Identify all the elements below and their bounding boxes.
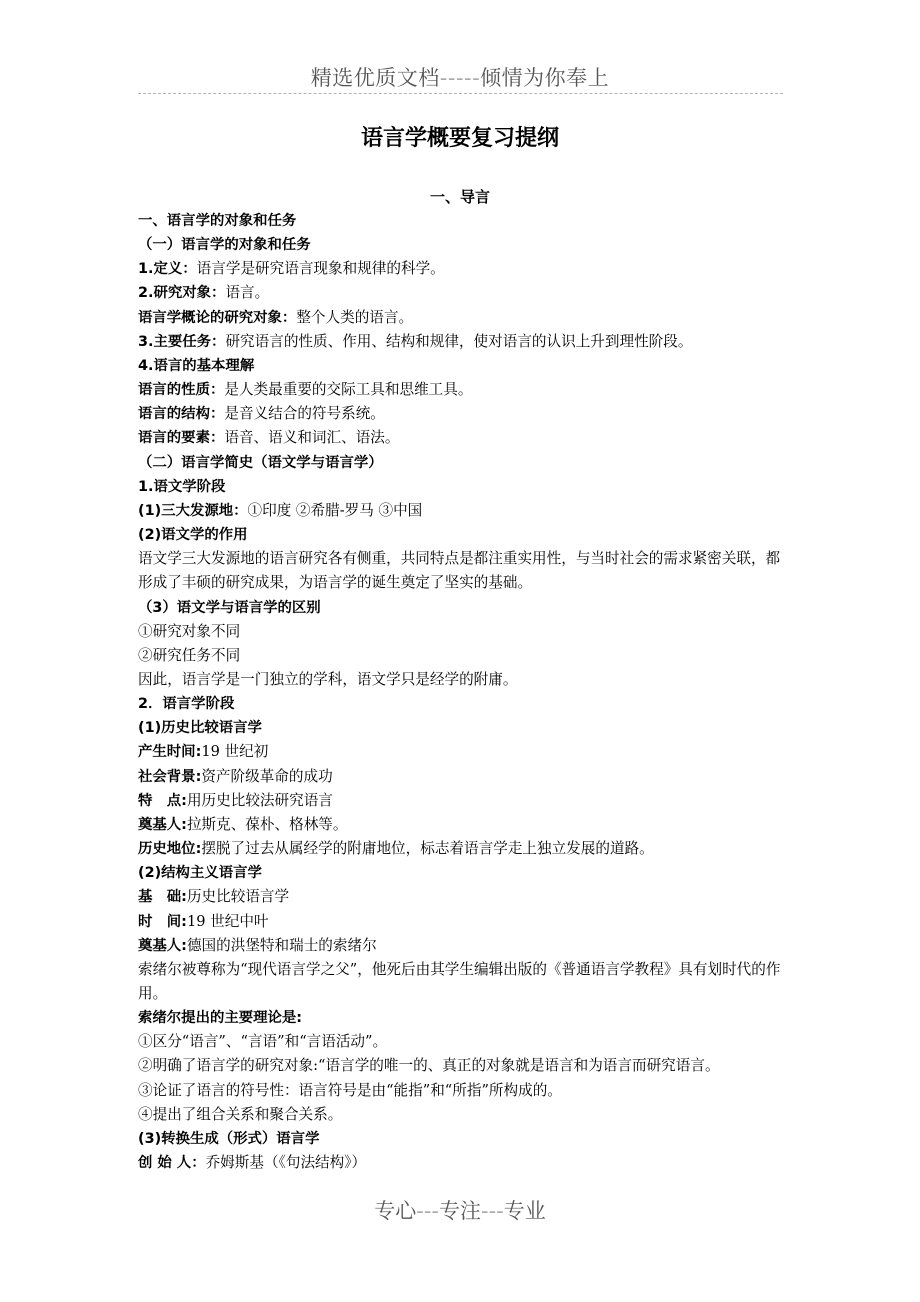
bold-label: 2.研究对象：: [138, 285, 226, 302]
line-text: 语文学三大发源地的语言研究各有侧重，共同特点是都注重实用性，与当时社会的需求紧密关联，都形成了丰硕的研究成果，为语言学的诞生奠定了坚实的基础。: [138, 550, 781, 592]
text-line: [138, 934, 788, 958]
line-text: 因此，语言学是一门独立的学科，语文学只是经学的附庸。: [138, 670, 518, 688]
page-footer: 专心---专注---专业: [374, 1199, 546, 1223]
bold-label: （3）语文学与语言学的区别: [138, 599, 321, 616]
bold-label: (2)结构主义语言学: [138, 865, 262, 882]
line-text: ②明确了语言学的研究对象:“语言学的唯一的、真正的对象就是语言和为语言而研究语言。: [138, 1057, 720, 1075]
text-line: [138, 740, 788, 764]
line-text: 用历史比较法研究语言: [186, 791, 333, 809]
text-line: [138, 451, 788, 475]
text-line: [138, 1103, 788, 1127]
bold-label: 4.语言的基本理解: [138, 357, 255, 374]
line-text: ④提出了组合关系和聚合关系。: [138, 1105, 343, 1123]
bold-label: 基 础:: [138, 889, 187, 906]
text-line: [138, 475, 788, 499]
line-text: ①区分“语言”、“言语”和“言语活动”。: [138, 1033, 388, 1051]
line-text: 语言学是研究语言现象和规律的科学。: [196, 260, 445, 278]
line-text: 研究语言的性质、作用、结构和规律，使对语言的认识上升到理性阶段。: [225, 332, 693, 350]
line-text: ①研究对象不同: [138, 622, 241, 640]
text-line: [138, 233, 788, 257]
bold-label: 1.定义：: [138, 261, 197, 278]
line-text: 拉斯克、葆朴、格林等。: [186, 815, 348, 833]
line-text: 乔姆斯基（《句法结构》）: [205, 1154, 367, 1172]
line-text: 19 世纪中叶: [186, 912, 269, 930]
bold-label: 创 始 人：: [138, 1155, 206, 1172]
bold-label: 语言的要素：: [138, 430, 225, 447]
line-text: 索绪尔被尊称为“现代语言学之父”，他死后由其学生编辑出版的《普通语言学教程》具有划时代的作用。: [138, 960, 781, 1002]
line-text: 资产阶级革命的成功: [201, 767, 333, 785]
document-title: 语言学概要复习提纲: [360, 126, 559, 151]
header-divider: [138, 93, 783, 94]
text-line: [138, 257, 788, 281]
text-line: [138, 209, 788, 233]
text-line: [138, 281, 788, 305]
text-line: [138, 668, 788, 692]
bold-label: （一）语言学的对象和任务: [138, 237, 311, 254]
bold-label: 语言的结构：: [138, 406, 225, 423]
bold-label: 索绪尔提出的主要理论是:: [138, 1010, 303, 1027]
text-line: [138, 1079, 788, 1103]
text-line: [138, 1006, 788, 1030]
text-line: [138, 1127, 788, 1151]
text-line: [138, 1054, 788, 1078]
page-header: 精选优质文档-----倾情为你奉上: [310, 66, 610, 90]
line-text: 19 世纪初: [201, 743, 269, 761]
line-text: 整个人类的语言。: [296, 308, 414, 326]
text-line: [138, 402, 788, 426]
text-line: [138, 499, 788, 523]
bold-label: 一、语言学的对象和任务: [138, 213, 297, 229]
text-line: [138, 885, 788, 909]
bold-label: 1.语文学阶段: [138, 478, 226, 495]
text-line: [138, 596, 788, 620]
text-line: [138, 378, 788, 402]
bold-label: （二）语言学简史（语文学与语言学）: [138, 454, 383, 471]
line-text: 历史比较语言学: [186, 888, 290, 906]
bold-label: (1)三大发源地：: [138, 502, 248, 519]
line-text: 语音、语义和词汇、语法。: [224, 429, 400, 447]
text-line: [138, 837, 788, 861]
text-line: [138, 426, 788, 450]
text-line: [138, 765, 788, 789]
chapter-heading: 一、导言: [429, 188, 490, 206]
line-text: ③论证了语言的符号性：语言符号是由“能指”和“所指”所构成的。: [138, 1081, 562, 1099]
text-line: [138, 789, 788, 813]
text-line: [138, 644, 788, 668]
line-text: 是人类最重要的交际工具和思维工具。: [224, 381, 473, 399]
line-text: ①印度 ②希腊-罗马 ③中国: [247, 501, 423, 519]
text-line: [138, 330, 788, 354]
bold-label: 2．语言学阶段: [138, 696, 235, 713]
bold-label: (1)历史比较语言学: [138, 720, 262, 737]
text-line: [138, 354, 788, 378]
text-line: [138, 306, 788, 330]
text-line: [138, 692, 788, 716]
text-line: [138, 861, 788, 885]
line-text: ②研究任务不同: [138, 646, 241, 664]
line-text: 是音义结合的符号系统。: [224, 405, 385, 423]
text-line: [138, 910, 788, 934]
text-line: [138, 958, 788, 1006]
bold-label: 产生时间:: [138, 744, 202, 761]
bold-label: 奠基人:: [138, 816, 187, 833]
line-text: 摆脱了过去从属经学的附庸地位，标志着语言学走上独立发展的道路。: [201, 840, 654, 858]
line-text: 语言。: [225, 284, 270, 302]
text-line: [138, 813, 788, 837]
bold-label: (3)转换生成（形式）语言学: [138, 1130, 320, 1147]
line-text: 德国的洪堡特和瑞士的索绪尔: [186, 936, 377, 954]
bold-label: 特 点:: [138, 792, 187, 809]
bold-label: 3.主要任务：: [138, 333, 226, 350]
text-line: [138, 1030, 788, 1054]
bold-label: 奠基人:: [138, 937, 187, 954]
document-body: [138, 209, 788, 1175]
bold-label: 社会背景:: [138, 768, 202, 785]
text-line: [138, 620, 788, 644]
bold-label: 语言学概论的研究对象：: [138, 309, 297, 326]
text-line: [138, 547, 788, 595]
text-line: [138, 716, 788, 740]
text-line: [138, 523, 788, 547]
bold-label: 历史地位:: [138, 841, 202, 858]
bold-label: 语言的性质：: [138, 382, 225, 399]
bold-label: 时 间:: [138, 913, 187, 930]
text-line: [138, 1151, 788, 1175]
bold-label: (2)语文学的作用: [138, 527, 248, 544]
